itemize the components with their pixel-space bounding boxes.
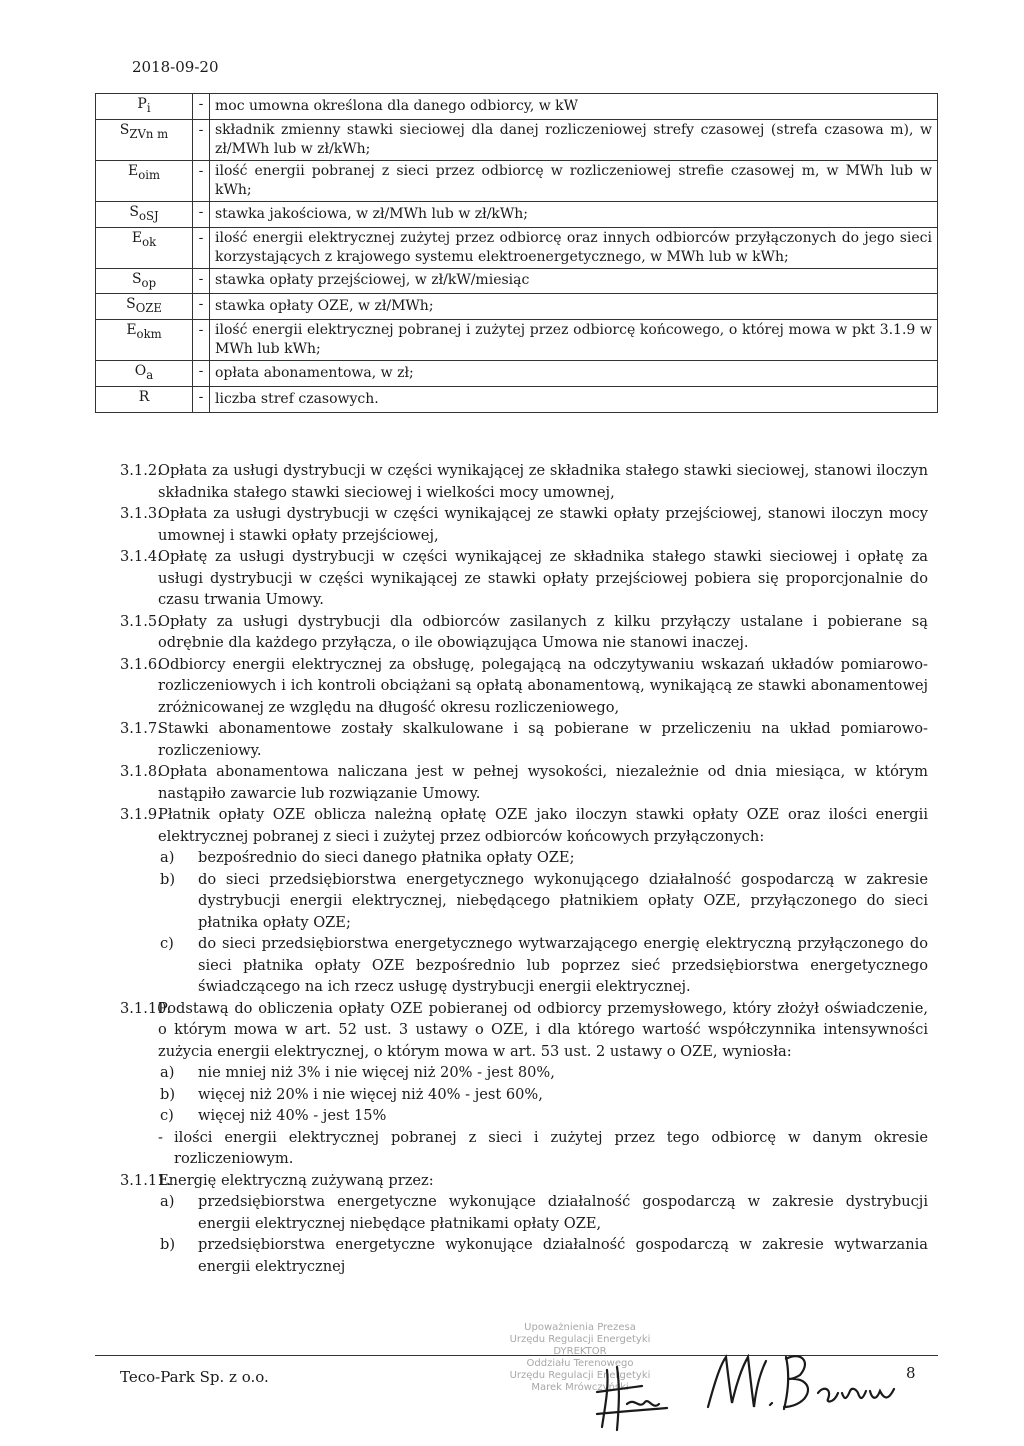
list-text: więcej niż 40% - jest 15% xyxy=(198,1107,387,1124)
clause-3-1-11-b xyxy=(158,1234,928,1277)
list-letter: b) xyxy=(160,1085,176,1103)
definition-subscript: ZVn m xyxy=(129,126,169,141)
stamp-line: Marek Mrówczyński xyxy=(531,1382,629,1393)
document-date: 2018-09-20 xyxy=(132,58,219,76)
clause-3-1-10-b xyxy=(158,1084,928,1106)
clause-3-1-10-a xyxy=(158,1062,928,1084)
stamp-line: Urzędu Regulacji Energetyki xyxy=(509,1334,651,1345)
definition-subscript: oSJ xyxy=(138,208,159,223)
definition-row xyxy=(96,361,938,387)
clause-text: Opłatę za usługi dystrybucji w części wynikającej ze składnika stałego stawki sieciowej i opłatę za usługi dystrybucji w części wynikającej ze stawki opłaty przejściowej pobiera się proporcjonalnie do czasu trwania Umowy. xyxy=(158,548,928,608)
clause-3-1-3 xyxy=(120,503,928,546)
handwritten-signature xyxy=(587,1352,677,1437)
definition-text: stawka jakościowa, w zł/MWh lub w zł/kWh; xyxy=(210,201,938,227)
list-text: przedsiębiorstwa energetyczne wykonujące działalność gospodarczą w zakresie dystrybucji energii elektrycznej niebędące płatnikami opłaty OZE, xyxy=(198,1193,928,1232)
definition-symbol: E xyxy=(131,229,143,246)
clause-text: Opłata za usługi dystrybucji w części wynikającej ze stawki opłaty przejściowej, stanowi iloczyn mocy umownej i stawki opłaty przejściowej, xyxy=(158,505,928,544)
definition-text: liczba stref czasowych. xyxy=(210,386,938,412)
list-letter: b) xyxy=(160,1236,176,1253)
clause-number: 3.1.11. xyxy=(120,1171,172,1189)
list-letter: b) xyxy=(160,870,176,888)
definition-symbol: S xyxy=(129,203,139,220)
page-number: 8 xyxy=(906,1364,916,1382)
definition-text: moc umowna określona dla danego odbiorcy, w kW xyxy=(210,94,938,120)
list-text: do sieci przedsiębiorstwa energetycznego wytwarzającego energię elektryczną przyłączonego do sieci płatnika opłaty OZE bezpośrednio lub poprzez sieć przedsiębiorstwa energetycznego świadczącego na ich rzecz usługę dystrybucji energii elektrycznej. xyxy=(198,935,928,995)
definition-text: stawka opłaty OZE, w zł/MWh; xyxy=(210,294,938,320)
definition-symbol: P xyxy=(137,96,147,112)
clause-text: Opłata za usługi dystrybucji w części wynikającej ze składnika stałego stawki sieciowej, stanowi iloczyn składnika stałego stawki sieciowej i wielkości mocy umownej, xyxy=(158,462,928,501)
definition-row xyxy=(96,94,938,120)
clause-text: Płatnik opłaty OZE oblicza należną opłatę OZE jako iloczyn stawki opłaty OZE oraz ilości energii elektrycznej pobranej z sieci i zużytej przez odbiorców końcowych przyłączonych: xyxy=(158,806,928,845)
definition-row xyxy=(96,386,938,412)
definition-symbol: S xyxy=(119,121,130,138)
handwritten-signature-baran xyxy=(700,1345,900,1415)
definition-text: ilość energii pobranej z sieci przez odbiorcę w rozliczeniowej strefie czasowej m, w MWh lub w kWh; xyxy=(210,160,938,201)
clause-number: 3.1.7. xyxy=(120,720,162,737)
clause-3-1-9-b xyxy=(158,869,928,934)
definition-dash: - xyxy=(193,361,210,387)
definition-subscript: i xyxy=(146,100,151,115)
document-body xyxy=(120,460,928,1277)
definition-dash: - xyxy=(193,201,210,227)
clause-number: 3.1.6. xyxy=(120,655,162,673)
definition-row xyxy=(96,268,938,294)
definition-row xyxy=(96,320,938,361)
footer-company: Teco-Park Sp. z o.o. xyxy=(120,1368,269,1386)
definition-symbol: E xyxy=(127,162,139,179)
definition-subscript: op xyxy=(141,275,157,290)
definition-subscript: a xyxy=(146,367,154,382)
clause-text: Opłata abonamentowa naliczana jest w pełnej wysokości, niezależnie od dnia miesiąca, w którym nastąpiło zawarcie lub rozwiązanie Umowy. xyxy=(158,763,928,802)
definition-subscript: oim xyxy=(138,167,161,182)
clause-3-1-9-a xyxy=(158,847,928,869)
clause-3-1-10-tail xyxy=(158,1127,928,1170)
clause-3-1-10 xyxy=(120,998,928,1063)
definition-dash: - xyxy=(193,160,210,201)
stamp-line: Oddziału Terenowego xyxy=(526,1358,634,1369)
clause-3-1-4 xyxy=(120,546,928,611)
clause-3-1-9-c xyxy=(158,933,928,998)
clause-3-1-7 xyxy=(120,718,928,761)
definition-symbol: E xyxy=(126,322,137,339)
clause-text: Opłaty za usługi dystrybucji dla odbiorców zasilanych z kilku przyłączy ustalane i pobierane są odrębnie dla każdego przyłącza, o ile obowiązująca Umowa nie stanowi inaczej. xyxy=(158,612,928,651)
list-letter: c) xyxy=(160,1107,174,1124)
definition-symbol: S xyxy=(126,296,136,313)
list-text: do sieci przedsiębiorstwa energetycznego wykonującego działalność gospodarczą w zakresie dystrybucji energii elektrycznej, niebędącego płatnikiem opłaty OZE, przyłączonego do sieci płatnika opłaty OZE; xyxy=(198,870,928,931)
definition-row xyxy=(96,294,938,320)
clause-number: 3.1.5. xyxy=(120,612,162,630)
clause-3-1-2 xyxy=(120,460,928,503)
definition-symbol: S xyxy=(131,270,142,287)
definition-text: opłata abonamentowa, w zł; xyxy=(210,361,938,387)
clause-number: 3.1.4. xyxy=(120,548,162,565)
clause-number: 3.1.10. xyxy=(120,999,172,1017)
definition-symbol: R xyxy=(138,388,150,405)
definitions-table xyxy=(95,93,938,413)
clause-text: Odbiorcy energii elektrycznej za obsługę, polegającą na odczytywaniu wskazań układów pomiarowo-rozliczeniowych i ich kontroli obciążani są opłatą abonamentową, wynikającą ze stawki abonamentowej zróżnicowanej ze względu na długość okresu rozliczeniowego, xyxy=(158,655,928,716)
list-text: ilości energii elektrycznej pobranej z sieci i zużytej przez tego odbiorcę w danym okresie rozliczeniowym. xyxy=(174,1128,928,1167)
list-text: bezpośrednio do sieci danego płatnika opłaty OZE; xyxy=(198,849,575,866)
stamp-line: Upoważnienia Prezesa xyxy=(524,1322,636,1333)
definition-row xyxy=(96,201,938,227)
definition-subscript: okm xyxy=(136,326,162,341)
stamp-line: DYREKTOR xyxy=(553,1346,607,1357)
list-text: więcej niż 20% i nie więcej niż 40% - jest 60%, xyxy=(198,1085,543,1103)
definition-symbol: O xyxy=(134,363,147,380)
definition-dash: - xyxy=(193,268,210,294)
list-letter: a) xyxy=(160,1193,175,1210)
definition-subscript: OZE xyxy=(135,301,162,316)
clause-text: Stawki abonamentowe zostały skalkulowane i są pobierane w przeliczeniu na układ pomiarowo-rozliczeniowy. xyxy=(158,720,928,759)
definition-row xyxy=(96,160,938,201)
definition-subscript: ok xyxy=(142,234,157,249)
list-letter: c) xyxy=(160,935,174,952)
clause-3-1-6 xyxy=(120,654,928,719)
stamp-line: Urzędu Regulacji Energetyki xyxy=(509,1370,651,1381)
clause-text: Podstawą do obliczenia opłaty OZE pobieranej od odbiorcy przemysłowego, który złożył oświadczenie, o którym mowa w art. 52 ust. 3 ustawy o OZE, i dla którego wartość współczynnika intensywności zużycia energii elektrycznej, o którym mowa w art. 53 ust. 2 ustawy o OZE, wyniosła: xyxy=(158,999,928,1060)
definition-text: ilość energii elektrycznej pobranej i zużytej przez odbiorcę końcowego, o której mowa w pkt 3.1.9 w MWh lub kWh; xyxy=(210,320,938,361)
definition-dash: - xyxy=(193,227,210,268)
clause-number: 3.1.2. xyxy=(120,462,162,479)
clause-text: Energię elektryczną zużywaną przez: xyxy=(158,1171,434,1189)
list-letter: a) xyxy=(160,1064,175,1081)
clause-3-1-11 xyxy=(120,1170,928,1192)
list-dash: - xyxy=(158,1128,163,1146)
clause-3-1-5 xyxy=(120,611,928,654)
definition-text: ilość energii elektrycznej zużytej przez odbiorcę oraz innych odbiorców przyłączonych do jego sieci korzystających z krajowego systemu elektroenergetycznego, w MWh lub w kWh; xyxy=(210,227,938,268)
definition-dash: - xyxy=(193,294,210,320)
clause-3-1-10-c xyxy=(158,1105,928,1127)
clause-number: 3.1.8. xyxy=(120,763,162,780)
definition-dash: - xyxy=(193,94,210,120)
definition-row xyxy=(96,119,938,160)
definition-row xyxy=(96,227,938,268)
clause-3-1-9 xyxy=(120,804,928,847)
definition-dash: - xyxy=(193,119,210,160)
clause-number: 3.1.9. xyxy=(120,806,162,823)
definition-text: składnik zmienny stawki sieciowej dla danej rozliczeniowej strefy czasowej (strefa czasowa m), w zł/MWh lub w zł/kWh; xyxy=(210,119,938,160)
list-text: przedsiębiorstwa energetyczne wykonujące działalność gospodarczą w zakresie wytwarzania energii elektrycznej xyxy=(198,1236,928,1275)
definition-text: stawka opłaty przejściowej, w zł/kW/miesiąc xyxy=(210,268,938,294)
definition-dash: - xyxy=(193,386,210,412)
clause-number: 3.1.3. xyxy=(120,505,162,522)
definition-dash: - xyxy=(193,320,210,361)
clause-3-1-11-a xyxy=(158,1191,928,1234)
clause-3-1-8 xyxy=(120,761,928,804)
list-text: nie mniej niż 3% i nie więcej niż 20% - jest 80%, xyxy=(198,1064,555,1081)
list-letter: a) xyxy=(160,849,175,866)
